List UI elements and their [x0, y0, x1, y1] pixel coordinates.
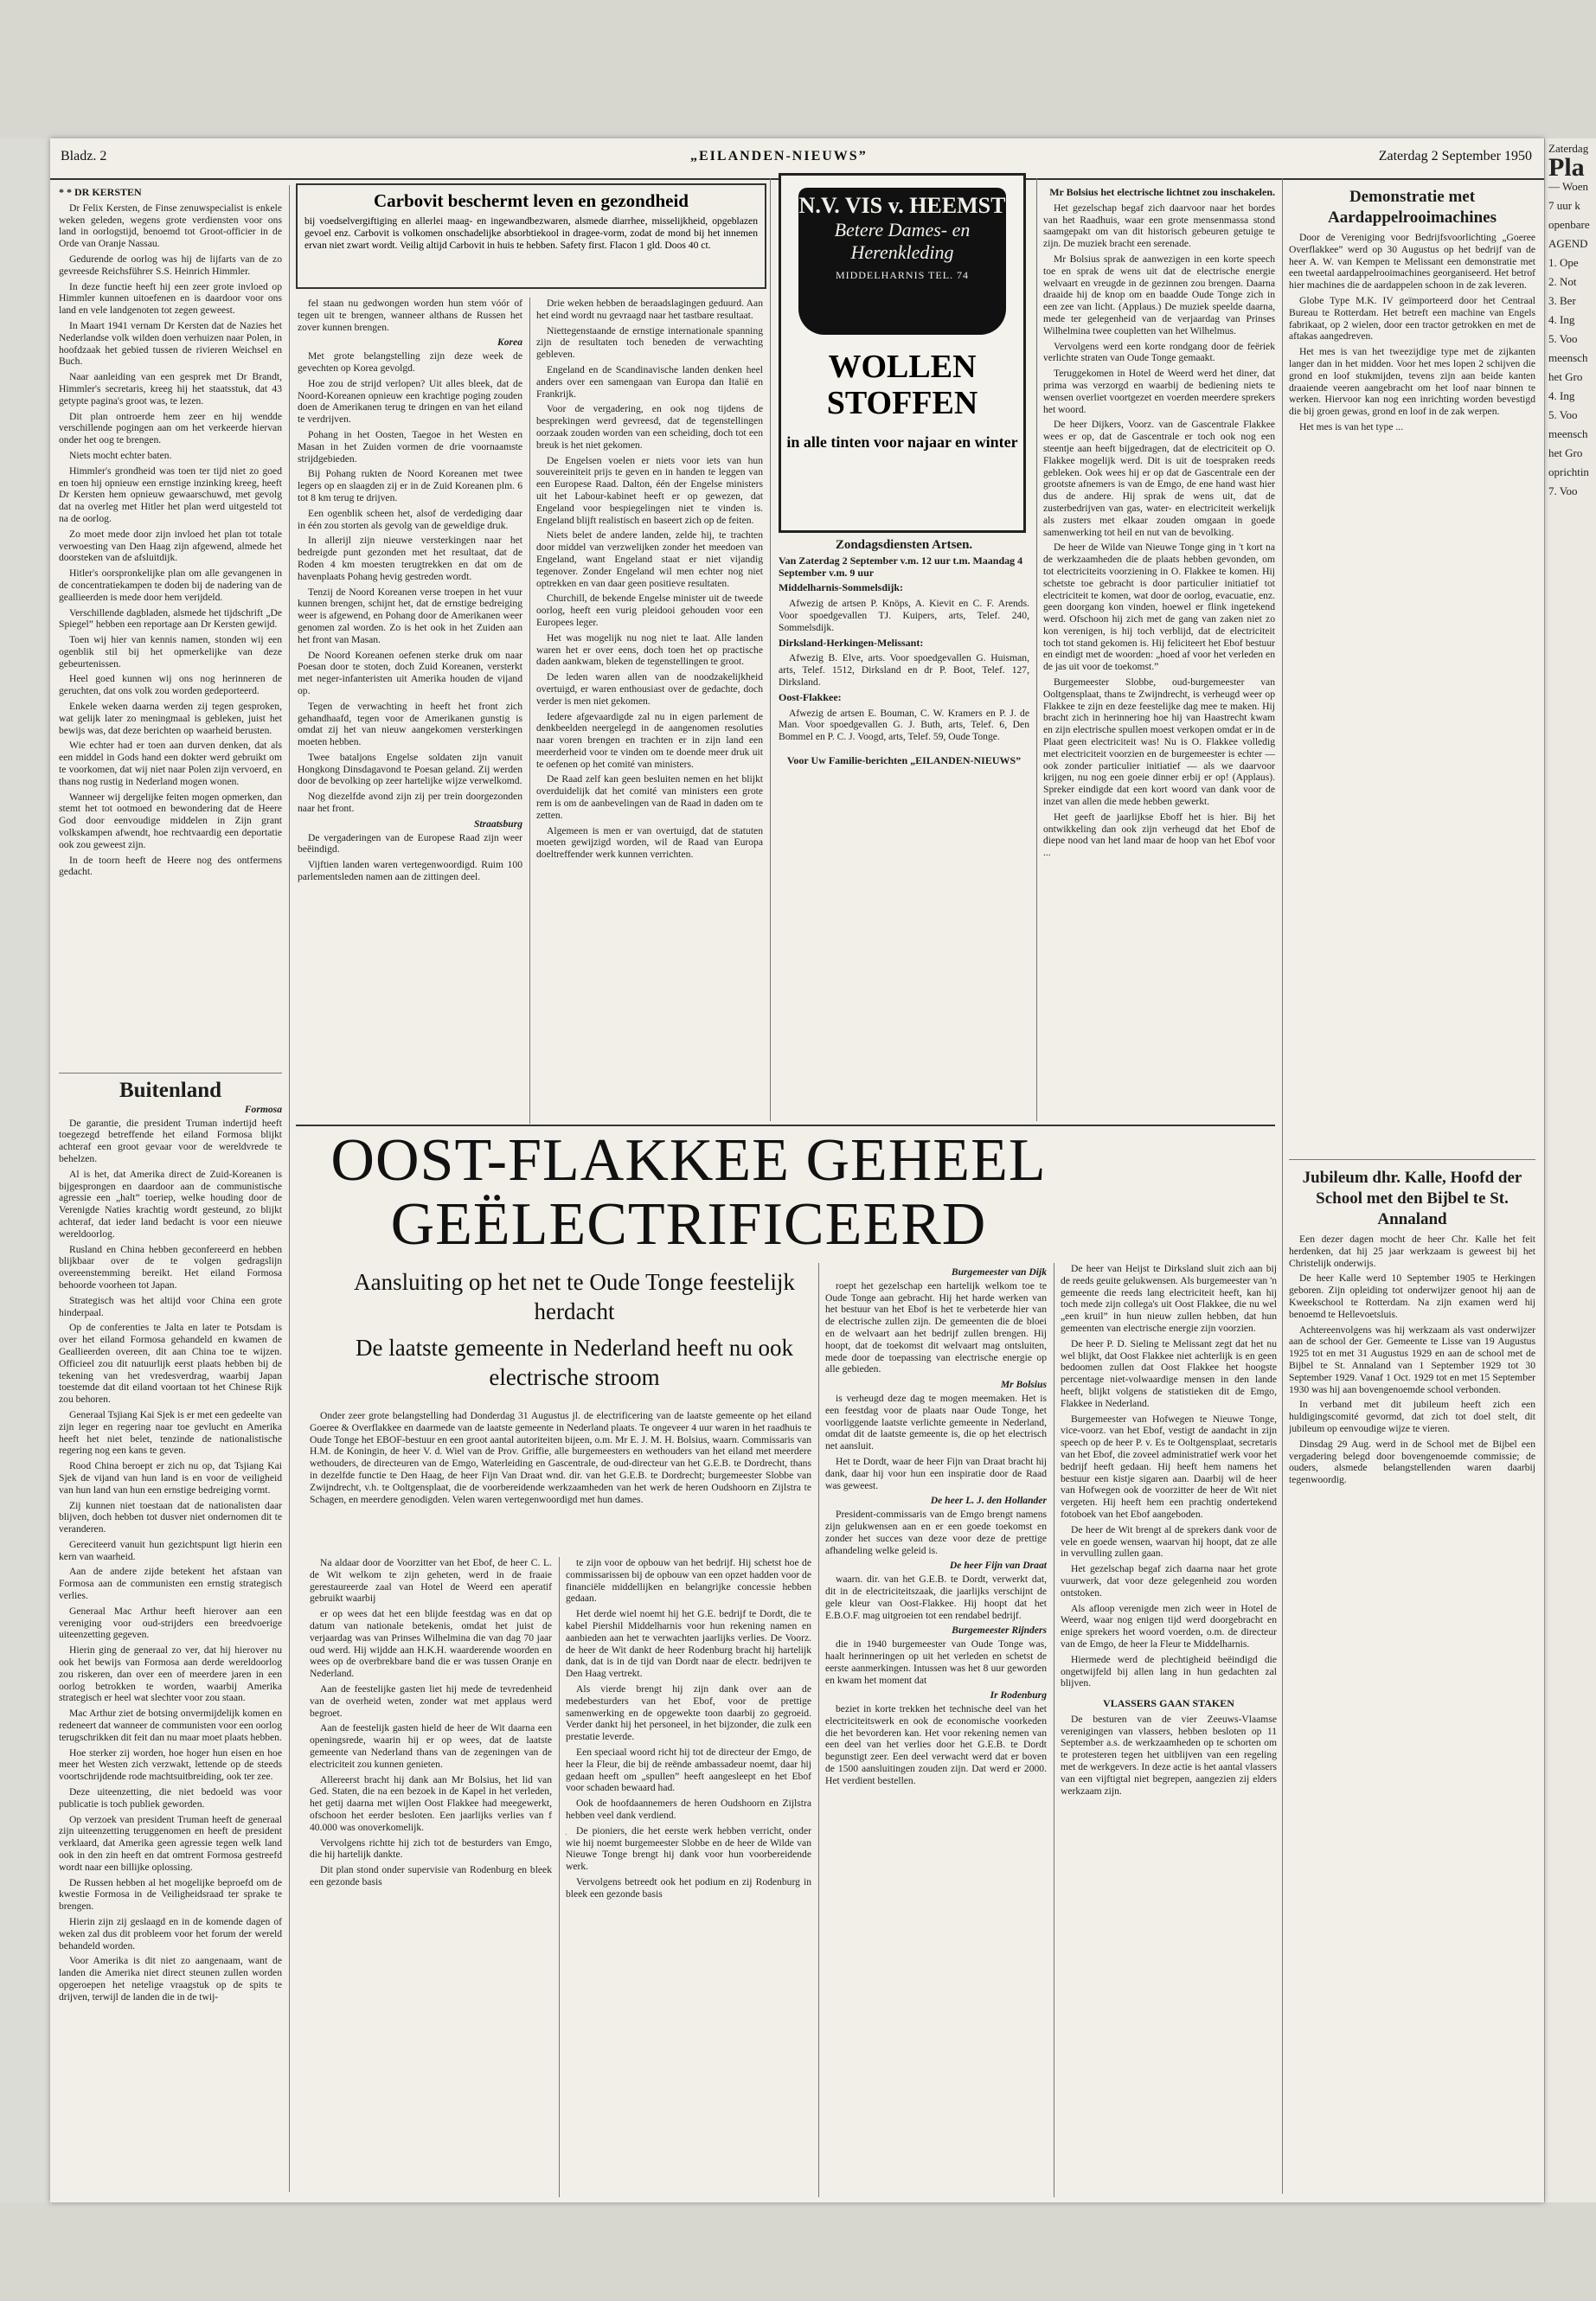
- story-c-subheading-4: De heer Fijn van Draat: [949, 1560, 1047, 1572]
- headline-line-1: OOST-FLAKKEE GEHEEL: [330, 1127, 1047, 1194]
- story-c2-paragraph: Het te Dordt, waar de heer Fijn van Draat bracht hij dank, daar hij voor hun een inspiratie door de Raad was geweest.: [825, 1455, 1047, 1491]
- story-b-paragraph: Ook de hoofdaannemers de heren Oudshoorn en Zijlstra hebben veel dank verdiend.: [566, 1798, 811, 1821]
- jubileum-paragraph: De heer Kalle werd 10 September 1905 te Herkingen geboren. Zijn opleiding tot onderwijzer genoot hij aan de Kweekschool te Rotterdam. Na zijn examen werd hij benoemd te Hellevoetsluis.: [1289, 1272, 1535, 1320]
- divider: [59, 1073, 282, 1074]
- article-demonstratie: [1289, 185, 1535, 1154]
- kersten-paragraph: Gedurende de oorlog was hij de lijfarts van de zo gevreesde Reichsführer S.S. Heinrich Himmler.: [59, 253, 282, 277]
- straatsburg-cont-paragraph: Iedere afgevaardigde zal nu in eigen parlement de denkbeelden neergelegd in de aangenomen resoluties naar voren brengen en trachten er in zijn land een meerderheid voor te vinden om te doende meer druk uit te oefenen op het comité van ministers.: [536, 710, 763, 770]
- story-c5-paragraph: die in 1940 burgemeester van Oude Tonge was, haalt herinneringen op uit het verleden en schetst de eerste aanmerkingen. Intussen was het 8 uur geworden en kwam het moment dat: [825, 1638, 1047, 1686]
- buitenland-paragraph: Voor Amerika is dit niet zo aangenaam, want de landen die Amerika niet direct steunen zullen worden opgeroepen het netelige vraagstuk op de spits te drijven, terwijl de landen die in de twij-: [59, 1955, 282, 2003]
- buitenland-body: [59, 1118, 282, 2003]
- buitenland-paragraph: Rusland en China hebben geconfereerd en hebben blijkbaar over de te volgen gedragslijn overeenstemming bereikt. Het eiland Formosa behoorde voorheen tot Japan.: [59, 1243, 282, 1291]
- column-rule: [1036, 178, 1037, 1121]
- headline-line-2: GEËLECTRIFICEERD: [390, 1191, 987, 1258]
- edge-line: meensch: [1548, 351, 1588, 364]
- col5-paragraph: Het geeft de jaarlijkse Eboff het is hier. Bij het ontwikkeling dan ook zijn verheugd dat het Ebof de diepe nood van het land maar de hoop van het Ebof voor ...: [1043, 811, 1275, 859]
- article-buitenland-continued: [298, 298, 522, 1124]
- kersten-paragraph: In deze functie heeft hij een zeer grote invloed op Himmler kunnen uitoefenen en is daardoor voor ons land en vele landgenoten tot zegen geweest.: [59, 280, 282, 317]
- ad-town: MIDDELHARNIS TEL. 74: [835, 269, 970, 281]
- story-b-paragraph: Het derde wiel noemt hij het G.E. bedrijf te Dordt, die te kabel Piershil Middelharnis voor hun rekening namen en aanbieden aan het te verwachten jaarlijks verlies. De Voorz. de heer de Wit dankt de heer Rodenburg bracht hij hartelijk dank, dat is in de tijd van Dordt naar de electr. bedrijven te Den Haag vertrekt.: [566, 1608, 811, 1680]
- jubileum-heading: Jubileum dhr. Kalle, Hoofd der School met den Bijbel te St. Annaland: [1302, 1169, 1522, 1228]
- straatsburg-cont-paragraph: Voor de vergadering, en ook nog tijdens de besprekingen werd gevreesd, dat de tegenstellingen oorzaak zouden worden van een scheiding, doch tot een breuk is het niet gekomen.: [536, 403, 763, 451]
- story-a-paragraph: er op wees dat het een blijde feestdag was en dat op datum van nationale betekenis, omdat het juist de verjaardag was van Prinses Wilhelmina die van dag 70 jaar oud werd. Hij wijdde aan H.K.H. waarderende woorden en wees op de overbrekbare band die er was tussen Oranje en Nederland.: [310, 1608, 552, 1680]
- kersten-paragraph: In de toorn heeft de Heere nog des ontfermens gedacht.: [59, 854, 282, 878]
- edge-date: Zaterdag: [1548, 142, 1589, 155]
- straatsburg-subheading: Straatsburg: [473, 817, 522, 830]
- korea-paragraph: Bij Pohang rukten de Noord Koreanen met twee legers op en slaagden zij er in de Zuid Koreanen plm. 6 tot 8 km terug te drijven.: [298, 468, 522, 503]
- straatsburg-cont-paragraph: Engeland en de Scandinavische landen denken heel anders over een samengaan van Europa dan Italië en Frankrijk.: [536, 363, 763, 400]
- story-d-paragraph: De heer de Wit brengt al de sprekers dank voor de vele en goede wensen, waarvan hij hoopt, dat ze alle in vervulling zullen gaan.: [1061, 1523, 1277, 1560]
- buitenland-paragraph: Deze uiteenzetting, die niet bedoeld was voor publicatie is toch publiek geworden.: [59, 1786, 282, 1810]
- straatsburg-cont-paragraph: Drie weken hebben de beraadslagingen geduurd. Aan het eind wordt nu gevraagd naar het tastbare resultaat.: [536, 298, 763, 321]
- buitenland-paragraph: Zij kunnen niet toestaan dat de nationalisten daar blijven, doch hebben tot dusver niet ondernomen dit te veranderen.: [59, 1499, 282, 1535]
- buitenland-paragraph: Op de conferenties te Jalta en later te Potsdam is over het eiland Formosa gehandeld en kwamen de Geallieerden overeen, dit aan China toe te wijzen. Officieel zou dit natuurlijk eerst plaats hebben bij de tekening van het vredesverdrag, waarbij Japan toestemde dat dit eiland voortaan tot het Chinese Rijk zou behoren.: [59, 1322, 282, 1406]
- col5-paragraph: Teruggekomen in Hotel de Weerd werd het diner, dat prima was verzorgd en waarbij de bediening niets te wensen overliet voortgezet en voerden meerdere sprekers het woord.: [1043, 368, 1275, 415]
- story-c4-paragraph: waarn. dir. van het G.E.B. te Dordt, verwerkt dat, dit in de electriciteitszaak, die jaarlijks verschijnt de gele kleur van Oost-Flakkee. Hij hoopt dat het E.B.O.F. mag uitgroeien tot een rendabel bedrijf.: [825, 1574, 1047, 1621]
- story-c5: [825, 1638, 1047, 1686]
- deck-line-1: Aansluiting op het net te Oude Tonge feestelijk herdacht: [354, 1269, 795, 1324]
- story-c6: [825, 1703, 1047, 1787]
- story-c2-paragraph: is verheugd deze dag te mogen meemaken. Het is een feestdag voor de plaats naar Oude Tonge, het voorliggende laatste verlichte gemeente in Nederland, omdat dit de laatste gemeente is, die op het electrisch net aansluit.: [825, 1392, 1047, 1452]
- story-d-paragraph: Hiermede werd de plechtigheid beëindigd die ongetwijfeld bij allen lang in hun gedachten zal blijven.: [1061, 1653, 1277, 1689]
- korea-paragraph: Tenzij de Noord Koreanen verse troepen in het vuur kunnen brengen, schijnt het, dat de ernstige bedreiging weer is afgewend, en Pohang door de Amerikanen weer genomen zal worden. Zo is het ook in het Zuiden aan het front van Masan.: [298, 586, 522, 645]
- straatsburg-cont-paragraph: Algemeen is men er van overtuigd, dat de statuten moeten gewijzigd worden, wil de Raad van Europa doeltreffender werk kunnen verrichten.: [536, 824, 763, 861]
- edge-lines: [1545, 176, 1596, 500]
- korea-paragraph: Twee bataljons Engelse soldaten zijn vanuit Hongkong Dinsdagavond te Poesan geland. Zij werden door de bevolking op zeer hartelijke wijze verwelkomd.: [298, 751, 522, 787]
- zondag-block-heading: Middelharnis-Sommelsdijk:: [779, 581, 904, 594]
- kersten-paragraph: Heel goed kunnen wij ons nog herinneren de geruchten, dat ons volk zou worden gedeporteerd.: [59, 673, 282, 697]
- kersten-paragraph: Niets mocht echter baten.: [69, 449, 172, 461]
- story-intro: [310, 1410, 811, 1548]
- column-rule: [1282, 178, 1283, 2194]
- buitenland-paragraph: Strategisch was het altijd voor China een grote hinderpaal.: [59, 1294, 282, 1318]
- headline-deck: [332, 1267, 817, 1392]
- edge-line: 4. Ing: [1548, 389, 1575, 402]
- col5-paragraph: Mr Bolsius sprak de aanwezigen in een korte speech toe en sprak de wens uit dat de electrische energie welvaart en vreugde in de gezinnen zou brengen. Daarna draaide hij de knop om en baadde Oude Tonge zich in een zee van licht. (Applaus.) De muziek speelde daarna, mede ter gelegenheid van de verjaardag van Prinses Wilhelmina twee coupletten van het Wilhelmus.: [1043, 253, 1275, 336]
- newspaper-page: [50, 138, 1544, 2202]
- kersten-body: [59, 202, 282, 878]
- buitenland-paragraph: Hierin zijn zij geslaagd en in de komende dagen of weken zal dus dit probleem voor het forum der wereld behandeld worden.: [59, 1916, 282, 1952]
- jubileum-paragraph: Achtereenvolgens was hij werkzaam als vast onderwijzer aan de school der Ger. Gemeente te Lisse van 19 Augustus 1925 tot en met 31 Augustus 1929 en aan de school met de Bijbel te St. Annaland van 1 September 1929 tot 30 September 1929. Vanaf 1 Oct. 1929 tot en met 15 September 1930 was hij aan bovengenoemde school verbonden.: [1289, 1324, 1535, 1395]
- scan-background-top: [0, 0, 1596, 138]
- story-d-paragraph: De heer P. D. Sieling te Melissant zegt dat het nu wel blijkt, dat Oost Flakkee niet achterlijk is en geen bedoomen zullen dat Oost Flakkee het hoogste percentage niet-volwaardige mensen in den lande heeft, blijkt volgens de statistieken dit de Emgo, Flakkee in Nederland.: [1061, 1337, 1277, 1409]
- zondag-title: Zondagsdiensten Artsen.: [835, 538, 973, 552]
- korea-paragraph: Tegen de verwachting in heeft het front zich gehandhaafd, tegen voor de Amerikanen gunstig is omdat zij het van nieuw aangekomen versterkingen moeten hebben.: [298, 700, 522, 748]
- story-c1-paragraph: roept het gezelschap een hartelijk welkom toe te Oude Tonge aan gebracht. Hij het harde werken van het bestuur van het Ebof is het te verbeterde hier van de electrische zullen zijn. De gemeenten die de bloei en de welvaart aan het bedrijf zullen brengen. Hij hoopt, dat de toekomst dit welvaart mag ontsluiten, mede door de toepassing van electrische energie op alle gebieden.: [825, 1279, 1047, 1375]
- col5-paragraph: Het gezelschap begaf zich daarvoor naar het bordes van het Raadhuis, waar een grote mensenmassa stond saamgepakt om van dit historisch gebeuren getuige te zijn. De muziek bracht een serenade.: [1043, 202, 1275, 250]
- col5-paragraph: Burgemeester Slobbe, oud-burgemeester van Ooltgensplaat, thans te Zwijndrecht, is verheugd weer op Flakkee te zijn en deze feestelijke dag mee te maken. Hij bracht zich in herinnering hoe hij van Haastrecht kwam en zijn electrische spullen moest verkopen omdat er in de Plaat geen electriciteit was! Nu is O. Flakkee volledig met electriciteit voorzien en de burgemeester is echter — ook zonder particulier initiatief — als we daarvoor krijgen, nu nog een goeie dinner erbij er op! (Applaus). Spreker eindigde dat een kort woord van dank voor de inzet van allen die mede hebben gewerkt.: [1043, 676, 1275, 808]
- carbovit-text: bij voedselvergiftiging en allerlei maag- en ingewandbezwaren, alsmede diarrhee, misselijkheid, opgeblazen gevoel enz. Carbovit is volkomen onschadelijke absorbtiekool in dragee-vorm, zodat de mond bij het innemen ervan niet zwart wordt. Veilig altijd Carbovit in huis te hebben. Safety first. Flacon 1 gld. Doos 40 ct.: [304, 215, 758, 251]
- edge-line: het Gro: [1548, 370, 1583, 383]
- story-a-paragraph: Dit plan stond onder supervisie van Rodenburg en bleek een gezonde basis: [310, 1864, 552, 1888]
- buitenland-paragraph: Gereciteerd vanuit hun gezichtspunt ligt hierin een kern van waarheid.: [59, 1538, 282, 1562]
- buitenland-paragraph: Mac Arthur ziet de botsing onvermijdelijk komen en redeneert dat wanneer de communisten voor een oorlog terugschrikken dit feit dan nu maar moet plaats hebben.: [59, 1708, 282, 1743]
- column-rule: [770, 178, 771, 1121]
- demonstratie-paragraph: Globe Type M.K. IV geïmporteerd door het Centraal Bureau te Rotterdam. Het betreft een machine van Engels fabrikaat, op 2 wielen, door een tractor getrokken en met de aftakas aangedreven.: [1289, 294, 1535, 343]
- buitenland-paragraph: Rood China beroept er zich nu op, dat Tsjiang Kai Sjek de vijand van hun land is en voor de veiligheid van hun land van hun een ernstige bedreiging vormt.: [59, 1460, 282, 1496]
- story-c-subheading-6: Ir Rodenburg: [990, 1689, 1047, 1702]
- story-c4: [825, 1574, 1047, 1621]
- kersten-paragraph: Wie echter had er toen aan durven denken, dat als een middel in Gods hand een dokter werd gebruikt om te voorkomen, dat wij niet naar Polen zijn vervoerd, en thans nog rustig in Nederland mogen wonen.: [59, 740, 282, 787]
- story-a-paragraph: Aan de feestelijk gasten hield de heer de Wit daarna een openingsrede, waarin hij er op wees, dat de laatste gemeente van Nederland thans van de zegeningen van de electriciteit zou kunnen genieten.: [310, 1722, 552, 1770]
- zondag-intro: Van Zaterdag 2 September v.m. 12 uur t.m. Maandag 4 September v.m. 9 uur: [779, 554, 1023, 579]
- story-c3: [825, 1509, 1047, 1556]
- straatsburg-paragraph: Vijftien landen waren vertegenwoordigd. Ruim 100 parlementsleden namen aan de zittingen deel.: [298, 859, 522, 883]
- col2-intro-paragraph: fel staan nu gedwongen worden hun stem vóór of tegen uit te brengen, wanneer althans de Russen het zover kunnen brengen.: [298, 298, 522, 333]
- story-b-paragraph: Een speciaal woord richt hij tot de directeur der Emgo, de heer la Fleur, die bij de reënde ambassadeur noemt, daar hij gedaan heeft om „spullen” heeft aangesleept en het Ebof voor schaden bewaard had.: [566, 1746, 811, 1794]
- article-straatsburg-continued: [536, 298, 763, 1124]
- edge-line: 4. Ing: [1548, 313, 1575, 326]
- kersten-paragraph: Verschillende dagbladen, alsmede het tijdschrift „De Spiegel” hebben een reportage aan Dr Kersten gewijd.: [59, 606, 282, 631]
- familie-berichten-ad: Voor Uw Familie-berichten „EILANDEN-NIEUWS”: [786, 753, 1022, 766]
- demonstratie-paragraph: Het mes is van het type ...: [1299, 420, 1404, 433]
- vlassers-heading: VLASSERS GAAN STAKEN: [1103, 1697, 1234, 1710]
- column-rule: [818, 1263, 819, 2197]
- buitenland-paragraph: Generaal Mac Arthur heeft hierover aan een vereniging voor oud-strijders een breedvoerige uiteenzetting gegeven.: [59, 1605, 282, 1641]
- edge-line: oprichtin: [1548, 465, 1589, 478]
- jubileum-paragraph: In verband met dit jubileum heeft zich een huldigingscomité gevormd, dat zich tot doel stelt, dit jubileum op eenvoudige wijze te vieren.: [1289, 1399, 1535, 1434]
- korea-paragraph: Een ogenblik scheen het, alsof de verdediging daar in één zou storten als gevolg van de geweldige druk.: [298, 507, 522, 531]
- kersten-paragraph: Dit plan ontroerde hem zeer en hij wendde verschillende pogingen aan om het verkeerde hiervan onder het oog te brengen.: [59, 410, 282, 446]
- story-c1: [825, 1280, 1047, 1375]
- edge-heading: Pla: [1548, 153, 1585, 182]
- col5-paragraph: De heer Dijkers, Voorz. van de Gascentrale Flakkee wees er op, dat de Gascentrale er toch ook nog een steentje aan heeft bijgedragen, dat de electriciteit op O. Flakkee mogelijk werd. Dit is uit de toespraken reeds gebleken. Ook wees hij er op dat de Gascentrale een der grootste afnemers is van de Emgo, de ene hand wast hier dus de andere. Hij sprak de wens uit, dat de zusterbedrijven van gas, water- en electriciteit werkelijk als zusters met elkaar zouden omgaan in goede samenwerking tot heil en nut van de bevolking.: [1043, 419, 1275, 538]
- edge-line: 5. Voo: [1548, 408, 1578, 421]
- next-page-edge: [1544, 138, 1596, 2202]
- article-jubileum-kalle: [1289, 1166, 1535, 2195]
- demonstratie-paragraph: Het mes is van het tweezijdige type met de zijkanten langer dan in het midden. Voor het mes lopen 2 schijven die grond en loof stukmijden, tevens zijn aan beide kanten draaiende veeren aangebracht om het loof naar binnen te werken. Hiervoor kan nog een inrichting worden bevestigd die bij groen gewas, grond en loof in de zak werpen.: [1289, 346, 1535, 418]
- bolsius-subheading: Mr Bolsius het electrische lichtnet zou inschakelen.: [1049, 186, 1275, 198]
- zondag-block-heading: Oost-Flakkee:: [779, 690, 842, 703]
- zondag-block-heading: Dirksland-Herkingen-Melissant:: [779, 636, 924, 649]
- buitenland-paragraph: Hierin ging de generaal zo ver, dat hij hierover nu ook het bewijs van Formosa aan derde wereldoorlog zou riskeren, dan over een of meerdere jaren in een oorlog betrokken te worden, waarbij Amerika strategisch er heel wat slechter voor zou staan.: [59, 1644, 282, 1704]
- straatsburg-cont-paragraph: De leden waren allen van de noodzakelijkheid overtuigd, er waren enthousiast over de gedachte, doch verder is men niet gekomen.: [536, 671, 763, 707]
- straatsburg-body: [298, 832, 522, 883]
- jubileum-body: [1289, 1234, 1535, 1486]
- zondag-block-text: Afwezig de artsen P. Knöps, A. Kievit en C. F. Arends. Voor spoedgevallen TJ. Kuipers, arts, Telef. 240, Sommelsdijk.: [779, 598, 1029, 633]
- story-a-paragraph: Vervolgens richtte hij zich tot de besturders van Emgo, die hij hartelijk dankte.: [310, 1836, 552, 1861]
- story-a-body: [310, 1557, 552, 1888]
- ad-firm: N.V. VIS v. HEEMST: [798, 193, 1006, 218]
- straatsburg-paragraph: De vergaderingen van de Europese Raad zijn weer beëindigd.: [298, 831, 522, 856]
- story-column-a: [310, 1557, 552, 2197]
- story-a-paragraph: Na aldaar door de Voorzitter van het Ebof, de heer C. L. de Wit welkom te zijn geheten, werd in de fraaie gerestaureerde zaal van Hotel de Weerd een aperatif gebruikt waarbij: [310, 1557, 552, 1605]
- kersten-paragraph: Naar aanleiding van een gesprek met Dr Brandt, Himmler's secretaris, kreeg hij het staatsstuk, dat 43 getypte pagina's groot was, te lezen.: [59, 371, 282, 407]
- korea-paragraph: Hoe zou de strijd verlopen? Uit alles bleek, dat de Noord-Koreanen opnieuw een krachtige poging zouden doen de Amerikanen terug te dringen en van het eiland te verdrijven.: [298, 377, 522, 426]
- demonstratie-body: [1289, 232, 1535, 433]
- col5-paragraph: Vervolgens werd een korte rondgang door de feëriek verlichte straten van Oude Tonge gemaakt.: [1043, 340, 1275, 364]
- edge-line: AGEND: [1548, 237, 1588, 250]
- column-rule: [529, 298, 530, 1124]
- story-c6-paragraph: beziet in korte trekken het technische deel van het electriciteitswerk en ook de economische voorkeden die het bevorderen kan. Het voor rekening nemen van een deel van het verlies door het G.E.B. te Dordt begunstigt zeer. Een deel verwacht werd dat er boven de 1500 aansluitingen zouden zijn. Dat werd er 2000. Het verdient bestellen.: [825, 1703, 1047, 1786]
- story-c-subheading-3: De heer L. J. den Hollander: [930, 1495, 1047, 1507]
- divider: [1289, 1159, 1535, 1160]
- jubileum-paragraph: Dinsdag 29 Aug. werd in de School met de Bijbel een vergadering belegd door bovengenoemde commissie; de ouders, alsmede belangstellenden waren daarbij tegenwoordig.: [1289, 1438, 1535, 1486]
- demonstratie-heading: Demonstratie met Aardappelrooimachines: [1328, 188, 1497, 227]
- story-column-d: [1061, 1263, 1277, 2197]
- straatsburg-body-continued: [536, 298, 763, 861]
- kersten-paragraph: Zo moet mede door zijn invloed het plan tot totale verwoesting van Den Haag zijn afgewend, almede het doorsteken van de afsluitdijk.: [59, 528, 282, 564]
- story-b-paragraph: te zijn voor de opbouw van het bedrijf. Hij schetst hoe de commissarissen bij de opbouw van een opzet hadden voor de financiële middellijken en belangrijke concessie hebben gedaan.: [566, 1557, 811, 1605]
- demonstratie-paragraph: Door de Vereniging voor Bedrijfsvoorlichting „Goeree Overflakkee” werd op 30 Augustus op het bedrijf van de heer A. W. van Kempen te Melissant een demonstratie met een tweetal aardappelrooimachines georganiseerd. Het betrof hier machines die de aardappelen schoon in de zak leveren.: [1289, 232, 1535, 292]
- story-d-paragraph: Het gezelschap begaf zich daarna naar het grote vuurwerk, dat voor deze gelegenheid zou worden ontstoken.: [1061, 1563, 1277, 1599]
- kersten-paragraph: Himmler's grondheid was toen ter tijd niet zo goed en toen hij opnieuw een ernstige inzinking kreeg, heeft Dr Kersten hem opnieuw gewaarschuwd, met gevolg dat na overleg met Hitler het plan werd uitgesteld tot na de oorlog.: [59, 465, 282, 524]
- vis-v-heemst-logo: [798, 188, 1006, 335]
- story-c-subheading-2: Mr Bolsius: [1000, 1379, 1047, 1391]
- story-a-paragraph: Allereerst bracht hij dank aan Mr Bolsius, het lid van Ged. Staten, die na een bezoek in de Kapel in het verleden, het getij daarna met wijlen Oost Flakkee had meegewerkt, ofschoon het eerder besloten. Een jaarlijks verlies van f 40.000 was onoverkomelijk.: [310, 1773, 552, 1833]
- story-d-paragraph: Burgemeester van Hofwegen te Nieuwe Tonge, vice-voorz. van het Ebof, vestigt de aandacht in zijn speech op de heer P. v. Es te Ooltgensplaat, secretaris van het Ebof, die zoveel administratief werk voor het bedrijf heeft gedaan. Hij heeft hem namens het bestuur een kistje sigaren aan. Daarbij wil de heer van Hofwegen ook de voorzitter de heer de Wit niet vergeten. Hij heeft hem een prachtig ondertekend fotoboek van het Ebof aangeboden.: [1061, 1413, 1277, 1520]
- edge-line: 7. Voo: [1548, 484, 1578, 497]
- kersten-paragraph: Toen wij hier van kennis namen, stonden wij een ogenblik stil bij het opmerkelijke van deze gebeurtenissen.: [59, 634, 282, 670]
- kersten-paragraph: Wanneer wij dergelijke feiten mogen opmerken, dan stemt het tot ootmoed en bewondering dat de Heere God door eenvoudige middelen in Zijn grant volkskampen afwendt, hoe rechtvaardig een deportatie ook zou geweest zijn.: [59, 791, 282, 850]
- story-c-subheading-1: Burgemeester van Dijk: [951, 1266, 1047, 1278]
- article-dr-kersten: [59, 185, 282, 1067]
- story-a-paragraph: Aan de feestelijke gasten liet hij mede de tevredenheid van de overheid weten, zonder wat met applaus werd begroet.: [310, 1682, 552, 1719]
- story-c3-paragraph: President-commissaris van de Emgo brengt namens zijn gelukwensen aan en er een goede toekomst en zonder het succes van deze voor deze de prettige afhandeling welke geleid is.: [825, 1509, 1047, 1556]
- formosa-subheading: Formosa: [244, 1103, 282, 1115]
- edge-line: het Gro: [1548, 446, 1583, 459]
- scan-background-bottom: [0, 2202, 1596, 2301]
- buitenland-paragraph: Hoe sterker zij worden, hoe hoger hun eisen en hoe meer het Westen zich verzwakt, lettende op de steeds voortschrijdende rode machtsuitbreiding, ook ter zee.: [59, 1747, 282, 1783]
- deck-line-2: De laatste gemeente in Nederland heeft nu ook electrische stroom: [355, 1335, 794, 1390]
- buitenland-paragraph: Generaal Tsjiang Kai Sjek is er met een gedeelte van zijn leger en regering naar toe gevlucht en Amerika heeft het niet belet, tenzinde de nationalistische regering nog een kans te geven.: [59, 1408, 282, 1457]
- col2-intro: [298, 298, 522, 333]
- story-b-body: [566, 1557, 811, 1900]
- edge-line: 7 uur k: [1548, 199, 1580, 212]
- zondag-block-text: Afwezig de artsen E. Bouman, C. W. Kramers en P. J. de Man. Voor spoedgevallen G. J. Buth, arts, Telef. 6, Den Bommel en P. C. J. Voogd, arts, Telef. 59, Oude Tonge.: [779, 707, 1029, 743]
- korea-subheading: Korea: [497, 336, 522, 349]
- vis-v-heemst-ad: [779, 173, 1026, 533]
- col5-body: [1043, 202, 1275, 859]
- edge-line: 5. Voo: [1548, 332, 1578, 345]
- article-oost-flakkee-continued: [1043, 185, 1275, 1119]
- kersten-heading: * * DR KERSTEN: [59, 186, 142, 198]
- straatsburg-cont-paragraph: De Raad zelf kan geen besluiten nemen en het blijkt overduidelijk dat het comité van ministers een grote rem is om de aanbevelingen van de Raad in daden om te zetten.: [536, 773, 763, 821]
- straatsburg-cont-paragraph: Churchill, de bekende Engelse minister uit de tweede oorlog, heeft een vurig pleidooi gehouden voor een Europees leger.: [536, 593, 763, 628]
- straatsburg-cont-paragraph: De Engelsen voelen er niets voor iets van hun souvereiniteit prijs te geven en in handen te leggen van een Europese Raad. Dalton, één der Engelse ministers uit het Labour-kabinet heeft er op gewezen, dat Engeland voor bespiegelingen niet te vinden is. Engeland blijft realistisch en baseert zich op de feiten.: [536, 454, 763, 526]
- edge-line: — Woen: [1548, 180, 1589, 193]
- story-sub-anchor: [566, 1834, 567, 1835]
- main-headline: [325, 1129, 1052, 1257]
- kersten-paragraph: Dr Felix Kersten, de Finse zenuwspecialist is enkele weken geleden, wegens grote verdiensten voor ons land in oorlogstijd, benoemd tot Groot-officier in de Orde van Oranje Nassau.: [59, 202, 282, 250]
- story-column-b: [566, 1557, 811, 2197]
- edge-line: 3. Ber: [1548, 294, 1576, 307]
- korea-body: [298, 350, 522, 815]
- kersten-paragraph: Hitler's oorspronkelijke plan om alle gevangenen in de concentratiekampen te doden bij de nadering van de geallieerden is mede door hem verijdeld.: [59, 567, 282, 603]
- ad-product: WOLLEN STOFFEN: [826, 349, 978, 421]
- zondag-blocks: [779, 582, 1029, 743]
- korea-paragraph: Met grote belangstelling zijn deze week de gevechten op Korea gevolgd.: [298, 350, 522, 374]
- zondag-block-text: Afwezig B. Elve, arts. Voor spoedgevallen G. Huisman, arts, Telef. 1512, Dirksland en dr P. Boot, Telef. 127, Dirksland.: [779, 652, 1029, 688]
- column-rule: [289, 185, 290, 2192]
- story-intro-text: Onder zeer grote belangstelling had Donderdag 31 Augustus jl. de electrificering van de laatste gemeente op het eiland Goeree & Overflakkee en daarmede van de laatste gemeente in Nederland plaats. Te ongeveer 4 uur waren in het raadhuis te Oude Tonge het EBOF-bestuur en een groot aantal autoriteiten bijeen, o.m. Mr E. J. M. H. Bolsius, waarn. Commissaris van H.M. de Koningin, de heer V. d. Wiel van de Prov. Griffie, alle burgemeesters en wethouders van het eiland met meerdere wethouders, de directeuren van de Emgo, Waterleiding en Gascentrale, de oud-directeur van het G.E.B. te Dordrecht, thans in dezelfde functie te Den Haag, de heer Fijn Van Draat wnd. dir. van het G.E.B. te Dordrecht; burgemeester Slobbe van Zwijndrecht, v.h. te Ooltgensplaat, die de voorbereidende werkzaamheden van het werk de heren Oudshoorn en Zijlstra te Schagen, en meerdere genodigden. Velen waren vertegenwoordigd met hun dames.: [310, 1410, 811, 1505]
- edge-line: 2. Not: [1548, 275, 1577, 288]
- korea-paragraph: Nog diezelfde avond zijn zij per trein doorgezonden naar het front.: [298, 791, 522, 815]
- edge-line: meensch: [1548, 427, 1588, 440]
- buitenland-paragraph: De garantie, die president Truman indertijd heeft toegezegd betreffende het eiland Formosa blijkt achteraf een groot gevaar voor de wereldvrede te behelzen.: [59, 1117, 282, 1164]
- page-number: Bladz. 2: [61, 149, 107, 163]
- story-b-paragraph: De pioniers, die het eerste werk hebben verricht, onder wie hij noemt burgemeester Slobbe en de heer de Wilde van Nieuwe Tonge brengt hij dank voor hun voorbereidende werk.: [566, 1824, 811, 1873]
- masthead: „EILANDEN-NIEUWS”: [690, 149, 868, 163]
- story-d-paragraph: De heer van Heijst te Dirksland sluit zich aan bij de reeds geuite gelukwensen. Als burgemeester van 'n gemeente die reeds lang electriciteit heeft, kan hij toch mede zijn collega's uit Oost Flakkee, die nu wel „een kruil” in hun nieuw zullen hebben, dat hun gemeenten van electrische energie zijn voorzien.: [1061, 1263, 1277, 1334]
- story-b-paragraph: Vervolgens betreedt ook het podium en zij Rodenburg in bleek een gezonde basis: [566, 1875, 811, 1900]
- ad-script: Betere Dames- en Herenkleding: [834, 219, 971, 263]
- story-c2: [825, 1393, 1047, 1491]
- story-c-subheading-5: Burgemeester Rijnders: [952, 1625, 1047, 1637]
- buitenland-paragraph: Al is het, dat Amerika direct de Zuid-Koreanen is bijgesprongen en daardoor aan de communistische agressie een „halt” toeriep, welke houding door de Verenigde Naties krachtig wordt gesteund, zo blijkt achteraf, dat ieder land bedacht is voor een nieuwe wereldoorlog.: [59, 1168, 282, 1240]
- korea-paragraph: De Noord Koreanen oefenen sterke druk om naar Poesan door te stoten, doch Zuid Koreanen, versterkt met neger-infanteristen uit Amerika houden de vijand op.: [298, 649, 522, 696]
- straatsburg-cont-paragraph: Het was mogelijk nu nog niet te laat. Alle landen waren het er over eens, doch toen het op practische daden aankwam, bleken de tegenstellingen te groot.: [536, 631, 763, 668]
- story-d-body: [1061, 1263, 1277, 1689]
- edge-line: 1. Ope: [1548, 256, 1579, 269]
- headline-rule: [296, 1125, 1275, 1126]
- carbovit-ad: [296, 183, 766, 289]
- vlassers-body: De besturen van de vier Zeeuws-Vlaamse verenigingen van vlassers, hebben besloten op 11 September a.s. de werkzaamheden op te schorten om te protesteren tegen het uitblijven van een regeling met de werkgevers. In deze actie is het aantal vlassers van een vijftigtal niet begrepen, aangezien zij elders werkzaam zijn.: [1061, 1713, 1277, 1797]
- col5-paragraph: De heer de Wilde van Nieuwe Tonge ging in 't kort na de werkzaamheden die de plaats hebben gevonden, om tot electriciteits voorziening in O. Flakkee te komen. Hij schetste toe gebracht is door particulier initiatief tot electriciteit te komen, wat door de oorlog, evacuatie, enz. geen doorgang kon vinden, hoewel er flink ingetekend werd. Ofschoon hij zich met de gang van zaken niet zo kon verenigen, is hij toch verblijd, dat de electriciteit toch tot stand gekomen is. Hij feliciteert het Ebof bestuur en eindigt met de woorden: „hoed af voor het verleden en de jas uit voor de toekomst.”: [1043, 542, 1275, 673]
- carbovit-title: Carbovit beschermt leven en gezondheid: [374, 190, 689, 211]
- korea-paragraph: In allerijl zijn nieuwe versterkingen naar het bedreigde punt gezonden met het resultaat, dat de Roden 4 km moesten terugtrekken en dat om de havenplaats Pohang hevig gestreden wordt.: [298, 535, 522, 582]
- article-buitenland: [59, 1080, 282, 2195]
- buitenland-paragraph: De Russen hebben al het mogelijke beproefd om de kwestie Formosa in de Veiligheidsraad ter sprake te brengen.: [59, 1876, 282, 1913]
- korea-paragraph: Pohang in het Oosten, Taegoe in het Westen en Masan in het Zuiden vormen de drie voornaamste strijdgebieden.: [298, 428, 522, 465]
- edge-line: openbare: [1548, 218, 1590, 231]
- column-rule: [559, 1557, 560, 2197]
- kersten-paragraph: Enkele weken daarna werden zij tegen gesproken, wat gelijk later zo meningmaal is gebleken, juist het bewijs was, dat deze berichten op waarheid berusten.: [59, 701, 282, 736]
- kersten-paragraph: In Maart 1941 vernam Dr Kersten dat de Nazies het Nederlandse volk wilden doen verhuizen naar Polen, in hoofdzaak het gebied tussen de rivieren Weichsel en Buch.: [59, 319, 282, 368]
- story-b-paragraph: Als vierde brengt hij zijn dank over aan de medebesturders van het Ebof, voor de prettige samenwerking en de opgewekte toon daarbij zo gegroeid. Verder dankt hij het personeel, in het bijzonder, die zulk een prestatie leverde.: [566, 1682, 811, 1743]
- buitenland-paragraph: Op verzoek van president Truman heeft de generaal zijn uiteenzetting teruggenomen en heeft de president verklaard, dat Amerika geen agressie tegen welk land ook in den zin heeft en dat omtrent Formosa gestreefd wordt naar een billijke oplossing.: [59, 1813, 282, 1873]
- story-d-paragraph: Als afloop verenigde men zich weer in Hotel de Weerd, waar nog enigen tijd werd doorgebracht en enige sprekers het woord voerden, o.m. de directeur van de Emgo, de heer la Fleur te Middelharnis.: [1061, 1602, 1277, 1650]
- story-column-c: [825, 1263, 1047, 2197]
- buitenland-heading: Buitenland: [119, 1080, 222, 1102]
- issue-date: Zaterdag 2 September 1950: [1378, 149, 1532, 163]
- jubileum-paragraph: Een dezer dagen mocht de heer Chr. Kalle het feit herdenken, dat hij 25 jaar werkzaam is geweest bij het Christelijk onderwijs.: [1289, 1234, 1535, 1269]
- straatsburg-cont-paragraph: Niettegenstaande de ernstige internationale spanning zijn de resultaten toch beneden de verwachting gebleven.: [536, 324, 763, 361]
- buitenland-paragraph: Aan de andere zijde betekent het afstaan van Formosa aan de communisten een ernstig strategisch verlies.: [59, 1566, 282, 1602]
- zondagsdiensten-artsen: [779, 538, 1029, 1118]
- ad-tagline: in alle tinten voor najaar en winter: [786, 433, 1018, 451]
- straatsburg-cont-paragraph: Niets belet de andere landen, zelde hij, te trachten door middel van verzwelijken zonder het meedoen van Engeland, want Engeland staat er niet vijandig tegenover. Zonder Engeland wil men echter nog niet optrekken en van daar geen positieve resultaten.: [536, 529, 763, 589]
